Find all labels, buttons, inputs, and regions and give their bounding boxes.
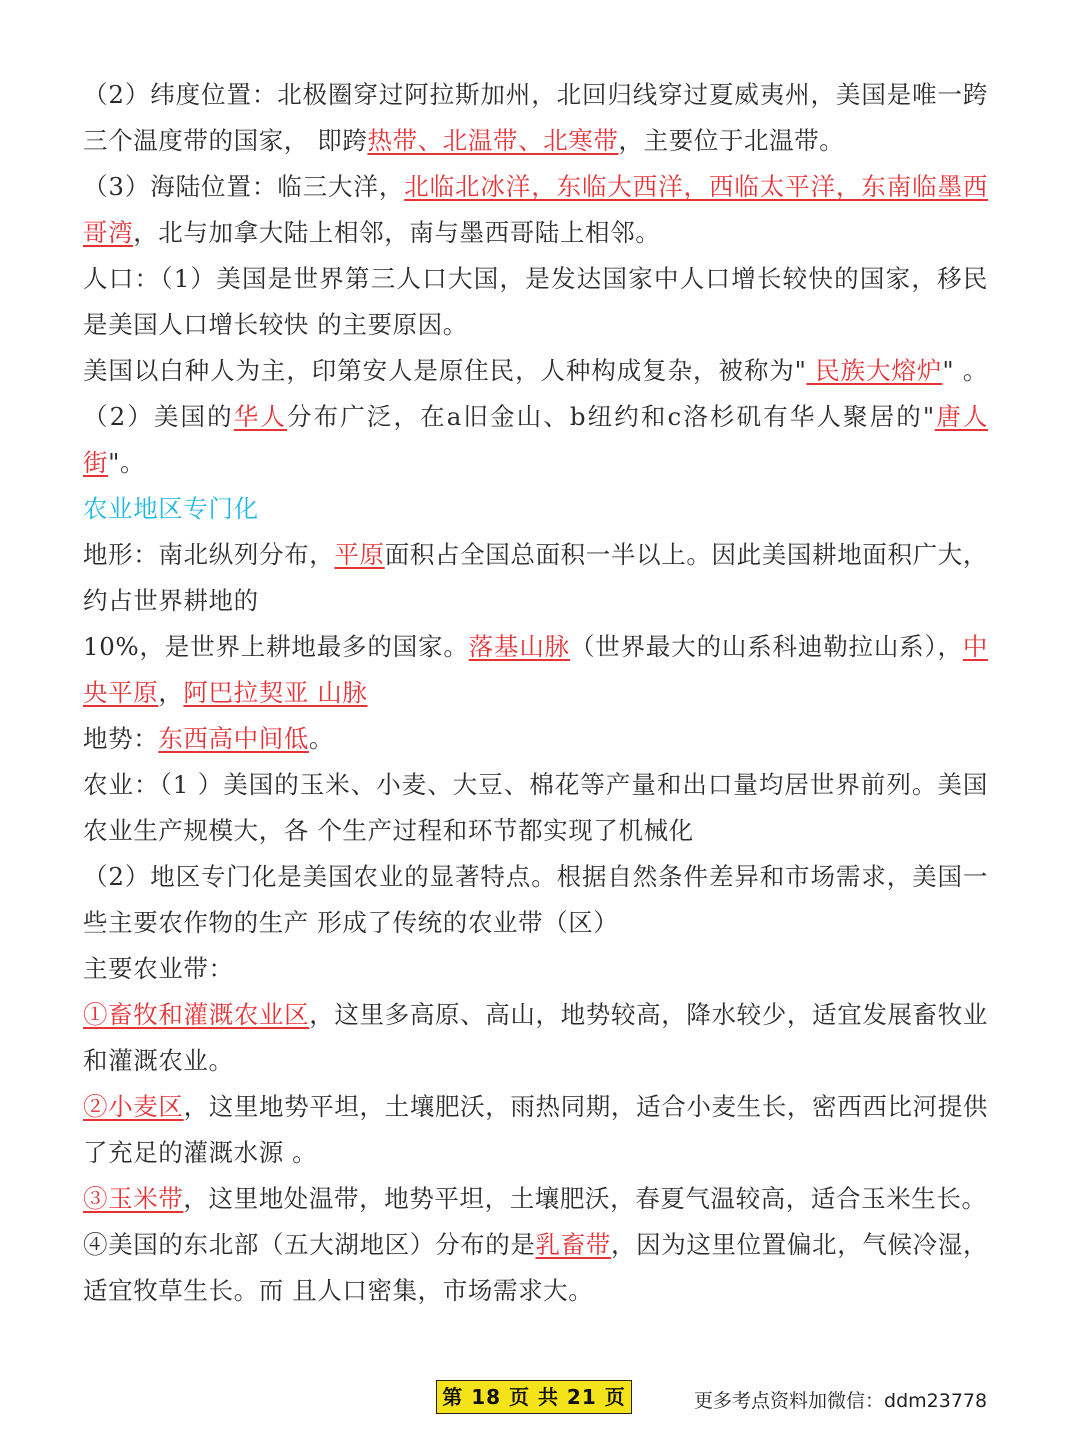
text-segment: ，这里多高原、高山，地势较高，降水较少，适宜发展畜牧业和灌溉农业。 — [83, 1000, 988, 1075]
text-segment: ，因为这里位置偏北，气候冷湿，适宜牧草生长。而 且人口密集，市场需求大。 — [83, 1230, 988, 1305]
highlighted-term: 民族大熔炉 — [806, 356, 943, 385]
highlighted-term: 落基山脉 — [468, 632, 570, 661]
highlighted-term: 唐人街 — [83, 402, 988, 477]
text-segment: 地形：南北纵列分布， — [83, 540, 335, 569]
text-segment: （2）纬度位置：北极圈穿过阿拉斯加州，北回归线穿过夏威夷州，美国是唯一跨三个温度带的国家， 即跨 — [83, 80, 988, 155]
agriculture-paragraph — [83, 762, 988, 854]
text-segment: 10%，是世界上耕地最多的国家。 — [83, 632, 469, 661]
belt-4-paragraph — [83, 1222, 988, 1314]
highlighted-term: 东西高中间低 — [158, 724, 309, 753]
page-indicator: 第 18 页 共 21 页 — [436, 1380, 632, 1414]
text-segment: 主要农业带： — [83, 954, 234, 983]
ethnicity-paragraph — [83, 348, 988, 486]
text-segment: 农业：（1 ）美国的玉米、小麦、大豆、棉花等产量和出口量均居世界前列。美国农业生产规模大，各 个生产过程和环节都实现了机械化 — [83, 770, 988, 845]
text-segment: ， — [158, 678, 184, 707]
belt-3-paragraph — [83, 1176, 988, 1222]
wechat-contact — [694, 1388, 987, 1414]
section-heading — [83, 486, 988, 532]
belt-2-paragraph — [83, 1084, 988, 1176]
main-belts-heading — [83, 946, 988, 992]
belt-1-paragraph — [83, 992, 988, 1084]
sea-land-position-paragraph — [83, 164, 988, 256]
text-segment: 人口：（1）美国是世界第三人口大国，是发达国家中人口增长较快的国家，移民是美国人口增长较快 的主要原因。 — [83, 264, 988, 339]
specialization-paragraph — [83, 854, 988, 946]
terrain-paragraph — [83, 532, 988, 624]
text-segment: 地势： — [83, 724, 159, 753]
text-segment: （3）海陆位置：临三大洋， — [83, 172, 405, 201]
text-segment: "。 — [108, 448, 146, 477]
highlighted-term: 热带、北温带、北寒带 — [367, 126, 619, 155]
text-segment: 美国以白种人为主，印第安人是原住民，人种构成复杂，被称为" — [83, 356, 807, 385]
highlighted-term: ①畜牧和灌溉农业区 — [83, 1000, 310, 1029]
highlighted-term: 乳畜带 — [535, 1230, 611, 1259]
highlighted-term: ③玉米带 — [83, 1184, 184, 1213]
highlighted-term: 中央平原 — [83, 632, 988, 707]
text-segment: 农业地区专门化 — [83, 494, 259, 523]
highlighted-term: 阿巴拉契亚 山脉 — [183, 678, 368, 707]
farmland-paragraph — [83, 624, 988, 716]
text-segment: " 。（2）美国的 — [83, 356, 989, 431]
text-segment: ，这里地势平坦，土壤肥沃，雨热同期，适合小麦生长，密西西比河提供了充足的灌溉水源 。 — [83, 1092, 988, 1167]
text-segment: 分布广泛，在a旧金山、b纽约和c洛杉矶有华人聚居的" — [287, 402, 935, 431]
page-footer — [0, 1380, 1080, 1420]
highlighted-term: 平原 — [334, 540, 385, 569]
wechat-label: 更多考点资料加微信： — [694, 1390, 885, 1412]
text-segment: ，这里地处温带，地势平坦，土壤肥沃，春夏气温较高，适合玉米生长。 — [183, 1184, 987, 1213]
wechat-id: ddm23778 — [884, 1390, 988, 1412]
text-segment: （世界最大的山系科迪勒拉山系）， — [569, 632, 963, 661]
highlighted-term: 华人 — [233, 402, 288, 431]
text-segment: ，北与加拿大陆上相邻，南与墨西哥陆上相邻。 — [133, 218, 661, 247]
highlighted-term: ②小麦区 — [83, 1092, 184, 1121]
text-segment: ④美国的东北部（五大湖地区）分布的是 — [83, 1230, 536, 1259]
text-segment: 。 — [308, 724, 335, 753]
text-segment: 面积占全国总面积一半以上。因此美国耕地面积广大，约占世界耕地的 — [83, 540, 988, 615]
text-segment: ，主要位于北温带。 — [618, 126, 845, 155]
highlighted-term: 北临北冰洋，东临大西洋，西临太平洋，东南临墨西哥湾 — [83, 172, 988, 247]
text-segment: （2）地区专门化是美国农业的显著特点。根据自然条件差异和市场需求，美国一些主要农作物的生产 形成了传统的农业带（区） — [83, 862, 988, 937]
topography-paragraph — [83, 716, 988, 762]
document-body — [83, 72, 988, 1314]
population-paragraph — [83, 256, 988, 348]
latitude-position-paragraph — [83, 72, 988, 164]
